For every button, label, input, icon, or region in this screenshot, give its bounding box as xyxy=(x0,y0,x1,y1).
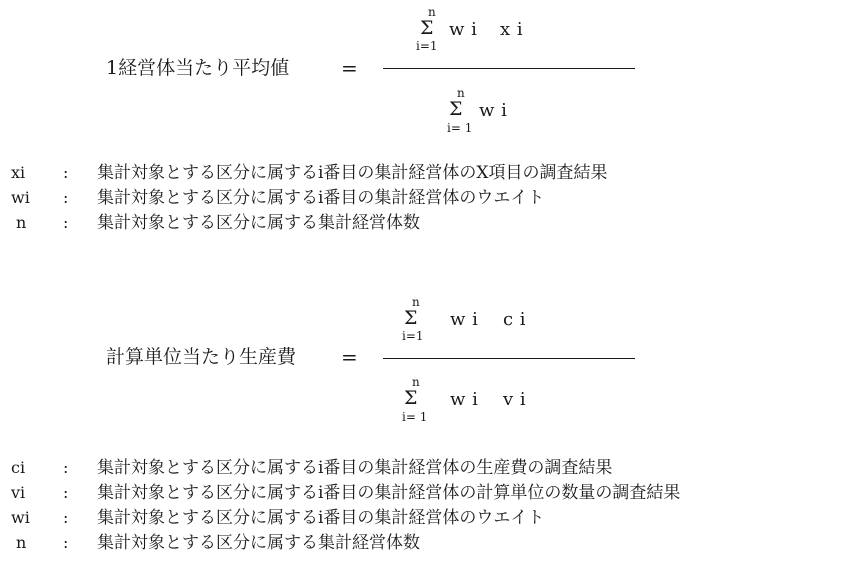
definition-colon: : xyxy=(63,483,69,502)
formula-2-numerator-term-c: c i xyxy=(503,309,527,330)
definition-variable: xi xyxy=(11,163,26,182)
definition-colon: : xyxy=(63,163,69,182)
formula-1-denominator-lower-limit: i= 1 xyxy=(447,121,473,135)
definition-text: 集計対象とする区分に属するi番目の集計経営体のウエイト xyxy=(97,508,545,528)
definition-variable: ci xyxy=(11,458,26,477)
formula-1-denominator-sigma: Σ xyxy=(449,98,463,120)
definition-text: 集計対象とする区分に属する集計経営体数 xyxy=(97,213,420,233)
definition-variable: n xyxy=(16,213,27,232)
definition-text: 集計対象とする区分に属する集計経営体数 xyxy=(97,533,420,553)
definition-colon: : xyxy=(63,213,69,232)
formula-2-lhs: 計算単位当たり生産費 xyxy=(106,346,297,368)
formula-2-numerator-sigma: Σ xyxy=(404,307,418,329)
definition-colon: : xyxy=(63,188,69,207)
formula-1-numerator-term-x: x i xyxy=(500,19,524,40)
formula-2-denominator-upper-limit: n xyxy=(412,375,420,389)
formula-2-denominator-term-w: w i xyxy=(450,389,479,410)
definition-colon: : xyxy=(63,458,69,477)
definition-variable: wi xyxy=(11,188,30,207)
formula-1-numerator-sigma: Σ xyxy=(420,17,434,39)
formula-1-lhs: 1経営体当たり平均値 xyxy=(106,57,290,79)
definition-text: 集計対象とする区分に属するi番目の集計経営体の生産費の調査結果 xyxy=(97,458,613,478)
formula-2-fraction-bar xyxy=(383,358,635,359)
formula-1-fraction-bar xyxy=(383,68,635,69)
definition-colon: : xyxy=(63,508,69,527)
definition-variable: vi xyxy=(11,483,26,502)
definition-variable: n xyxy=(16,533,27,552)
definition-colon: : xyxy=(63,533,69,552)
formula-1-denominator-upper-limit: n xyxy=(457,86,465,100)
formula-1-denominator-term-w: w i xyxy=(479,100,508,121)
formula-2-denominator-term-v: v i xyxy=(503,389,527,410)
formula-1-equals: = xyxy=(341,56,358,80)
formula-1-numerator-lower-limit: i=1 xyxy=(416,39,438,53)
definition-text: 集計対象とする区分に属するi番目の集計経営体のウエイト xyxy=(97,188,545,208)
formula-2-numerator-lower-limit: i=1 xyxy=(402,329,424,343)
formula-1-numerator-term-w: w i xyxy=(449,19,478,40)
definition-variable: wi xyxy=(11,508,30,527)
formula-2-numerator-upper-limit: n xyxy=(412,295,420,309)
definition-text: 集計対象とする区分に属するi番目の集計経営体のX項目の調査結果 xyxy=(97,163,608,183)
formula-2-equals: = xyxy=(341,345,358,369)
definition-text: 集計対象とする区分に属するi番目の集計経営体の計算単位の数量の調査結果 xyxy=(97,483,681,503)
formula-2-numerator-term-w: w i xyxy=(450,309,479,330)
formula-1-numerator-upper-limit: n xyxy=(428,5,436,19)
formula-2-denominator-sigma: Σ xyxy=(404,387,418,409)
formula-2-denominator-lower-limit: i= 1 xyxy=(402,410,428,424)
